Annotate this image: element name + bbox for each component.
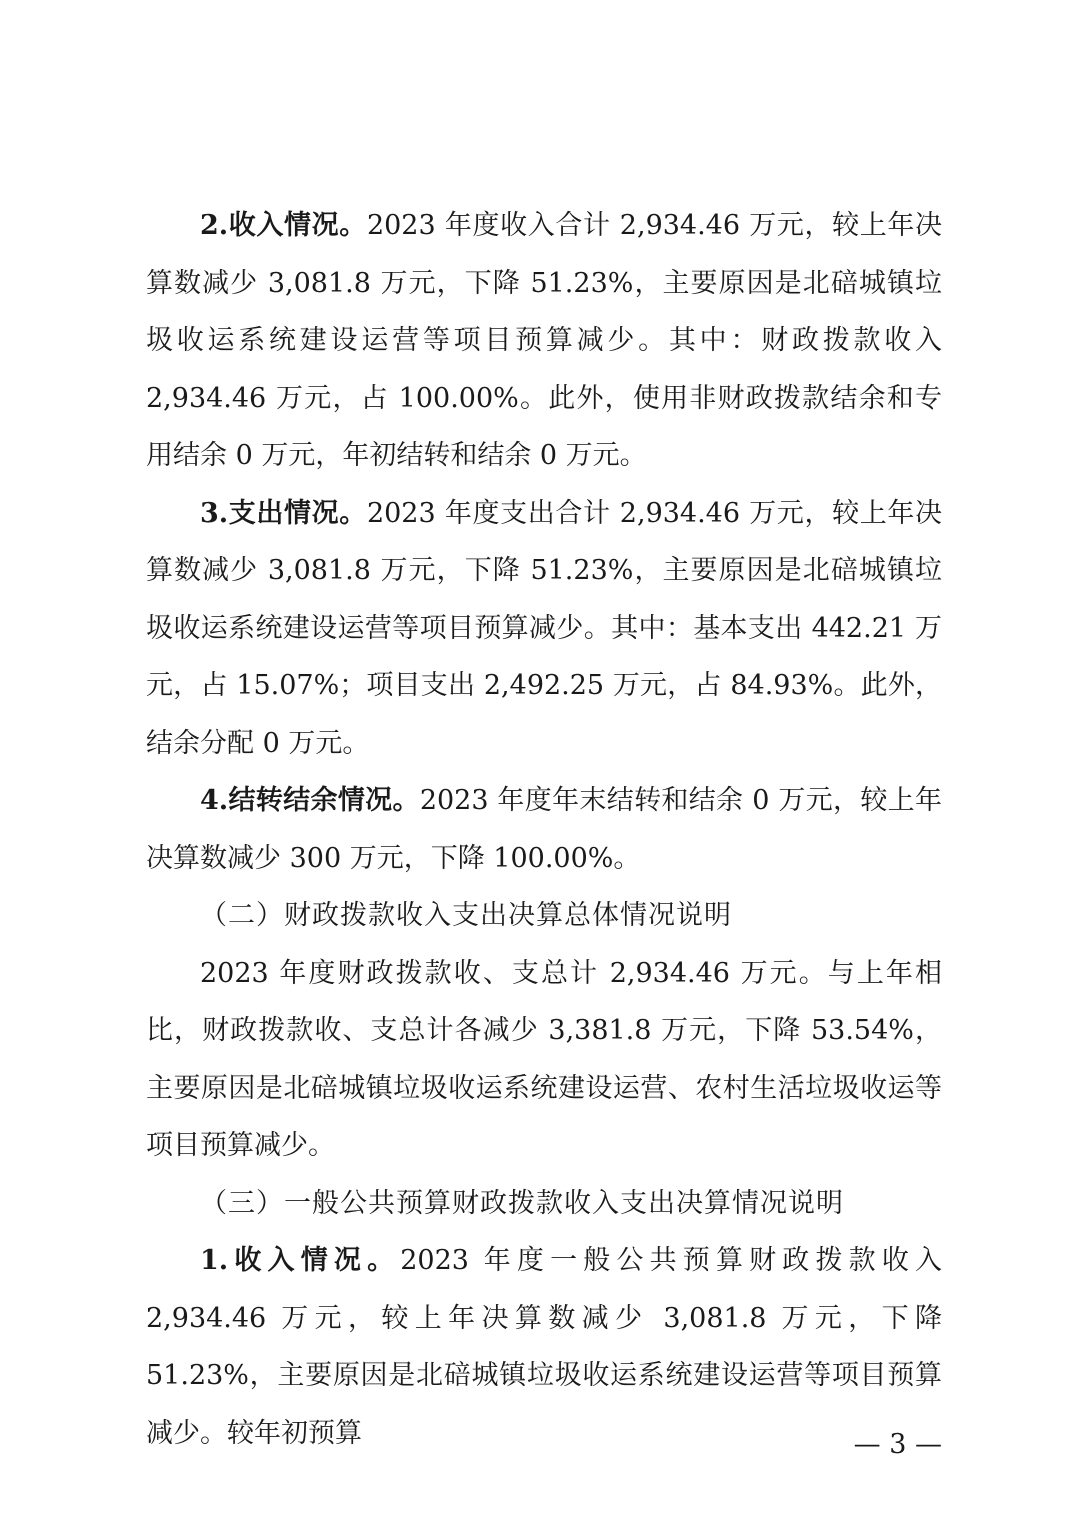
section-heading-general-budget: （三）一般公共预算财政拨款收入支出决算情况说明 bbox=[200, 1187, 844, 1219]
paragraph-text: 2023 年度财政拨款收、支总计 2,934.46 万元。与上年相比，财政拨款收、支总计各减少 3,381.8 万元，下降 53.54%，主要原因是北碚城镇垃圾收运系统建设运营、农村生活垃圾收运等项目预算减少。 bbox=[146, 957, 942, 1161]
paragraph-text: 2023 年度收入合计 2,934.46 万元，较上年决算数减少 3,081.8 万元，下降 51.23%，主要原因是北碚城镇垃圾收运系统建设运营等项目预算减少。其中：财政拨款收入 2,934.46 万元，占 100.00%。此外，使用非财政拨款结余和专用结余 0 万元，年初结转和结余 0 万元。 bbox=[146, 210, 942, 471]
section-heading-fiscal-overall: （二）财政拨款收入支出决算总体情况说明 bbox=[200, 900, 732, 931]
paragraph-carryover bbox=[146, 772, 942, 887]
body-text bbox=[146, 197, 942, 1462]
section-lead: 4.结转结余情况。 bbox=[200, 785, 420, 816]
paragraph-expenditure bbox=[146, 485, 942, 773]
section-lead: 2.收入情况。 bbox=[200, 210, 367, 241]
section-lead: 3.支出情况。 bbox=[200, 497, 367, 529]
paragraph-general-income bbox=[146, 1232, 942, 1462]
section-lead: 1.收入情况。 bbox=[200, 1245, 401, 1276]
paragraph-income bbox=[146, 197, 942, 485]
paragraph-text: 2023 年度支出合计 2,934.46 万元，较上年决算数减少 3,081.8 万元，下降 51.23%，主要原因是北碚城镇垃圾收运系统建设运营等项目预算减少。其中：基本支出 442.21 万元，占 15.07%；项目支出 2,492.25 万元，占 84.93%。此外，结余分配 0 万元。 bbox=[146, 497, 942, 759]
paragraph-text: 2023 年度一般公共预算财政拨款收入 2,934.46 万元，较上年决算数减少 3,081.8 万元，下降 51.23%，主要原因是北碚城镇垃圾收运系统建设运营等项目预算减少。较年初预算 bbox=[146, 1245, 943, 1449]
page-number: — 3 — bbox=[853, 1429, 942, 1460]
paragraph-fiscal-overall bbox=[146, 945, 942, 1175]
paragraph-text: 2023 年度年末结转和结余 0 万元，较上年决算数减少 300 万元，下降 100.00%。 bbox=[146, 785, 943, 874]
